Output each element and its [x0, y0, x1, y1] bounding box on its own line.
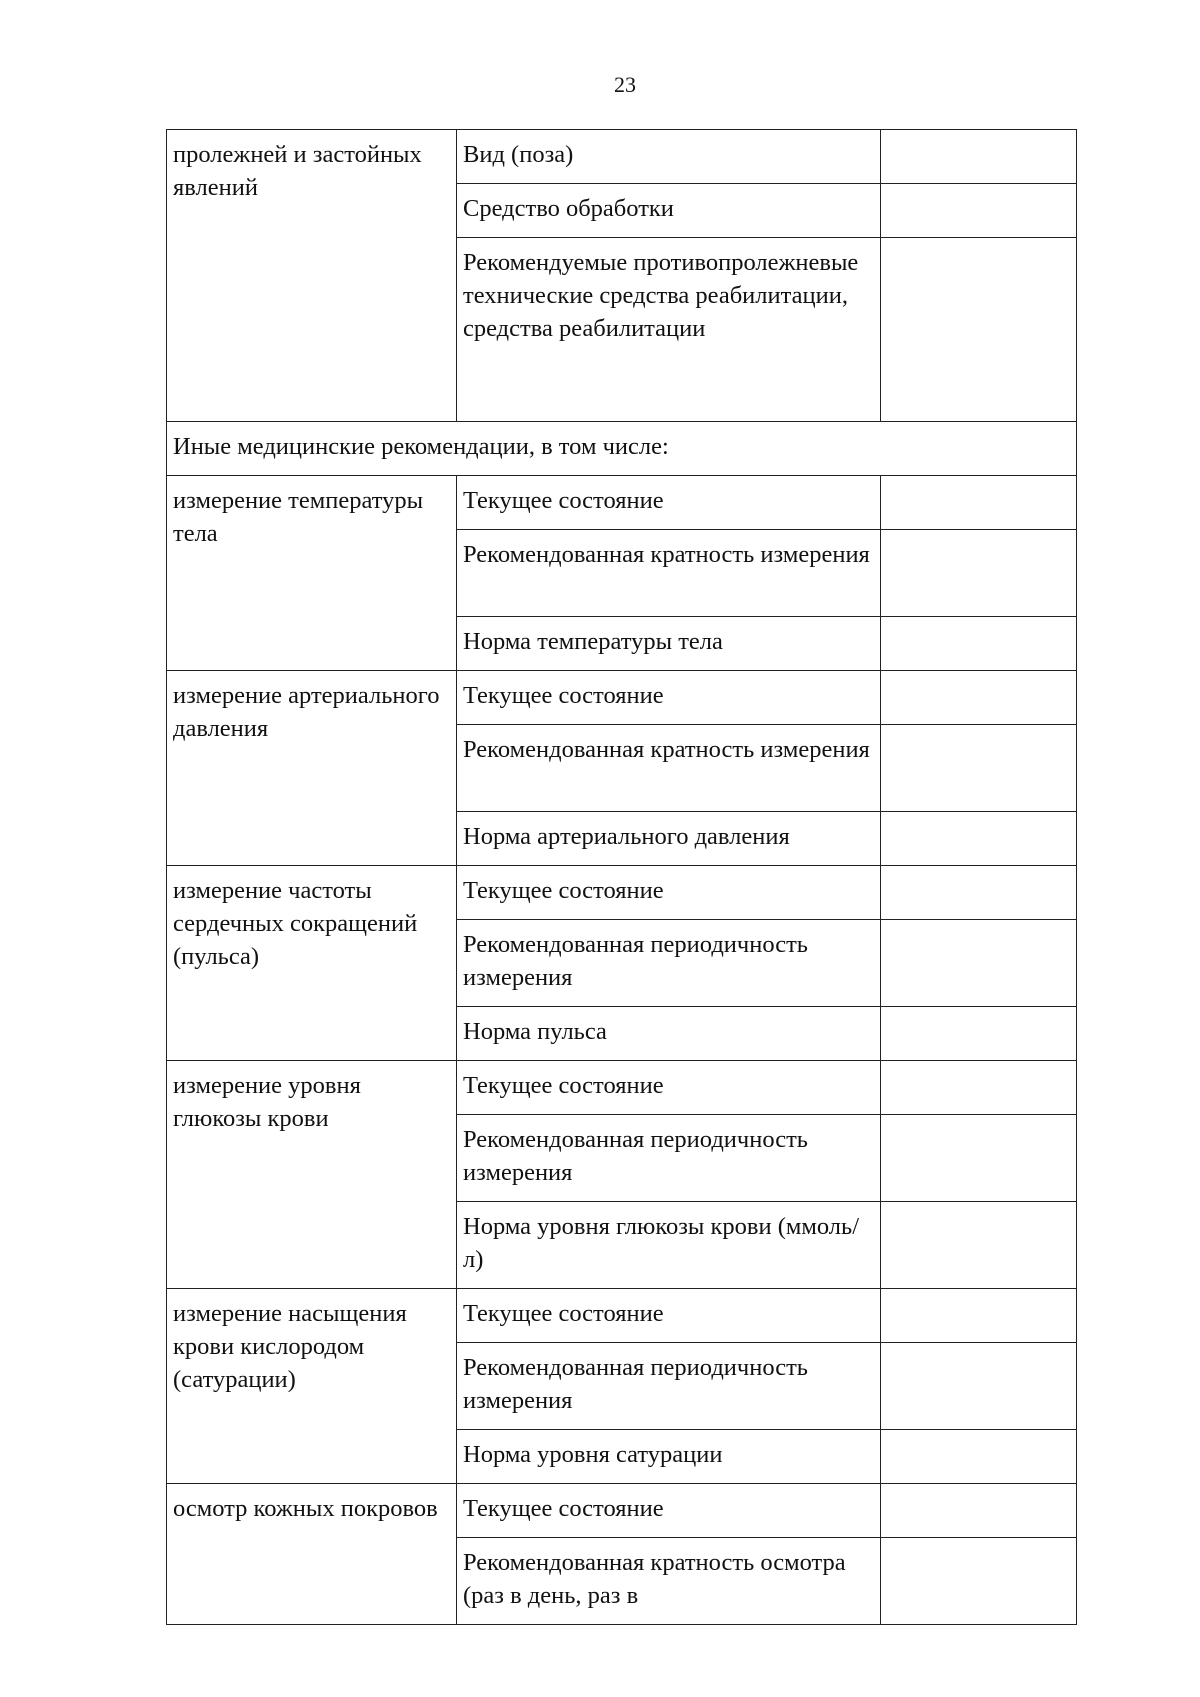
value-cell[interactable]: [881, 1484, 1077, 1538]
table-row: [167, 866, 1077, 920]
param-label: Текущее состояние: [457, 1484, 881, 1538]
param-label: Норма уровня сатурации: [457, 1430, 881, 1484]
value-cell[interactable]: [881, 184, 1077, 238]
value-cell[interactable]: [881, 1007, 1077, 1061]
param-label: Рекомендованная кратность измерения: [457, 530, 881, 617]
value-cell[interactable]: [881, 617, 1077, 671]
table-row: [167, 1484, 1077, 1538]
group-label: измерение частоты сердечных сокращений (пульса): [167, 866, 457, 1061]
group-label: осмотр кожных покровов: [167, 1484, 457, 1625]
param-label: Текущее состояние: [457, 1289, 881, 1343]
param-label: Рекомендованная периодичность измерения: [457, 1115, 881, 1202]
value-cell[interactable]: [881, 1430, 1077, 1484]
value-cell[interactable]: [881, 1115, 1077, 1202]
param-label: Средство обработки: [457, 184, 881, 238]
group-label: измерение насыщения крови кислородом (сатурации): [167, 1289, 457, 1484]
value-cell[interactable]: [881, 238, 1077, 422]
value-cell[interactable]: [881, 1061, 1077, 1115]
param-label: Норма пульса: [457, 1007, 881, 1061]
param-label: Текущее состояние: [457, 671, 881, 725]
value-cell[interactable]: [881, 920, 1077, 1007]
param-label: Рекомендованная кратность осмотра (раз в день, раз в: [457, 1538, 881, 1625]
param-label: Рекомендуемые противопролежневые технические средства реабилитации, средства реабилитации: [457, 238, 881, 422]
value-cell[interactable]: [881, 725, 1077, 812]
value-cell[interactable]: [881, 476, 1077, 530]
section-heading: Иные медицинские рекомендации, в том числе:: [167, 422, 1077, 476]
param-label: Рекомендованная периодичность измерения: [457, 1343, 881, 1430]
table-row: [167, 476, 1077, 530]
param-label: Текущее состояние: [457, 476, 881, 530]
param-label: Рекомендованная кратность измерения: [457, 725, 881, 812]
param-label: Норма температуры тела: [457, 617, 881, 671]
value-cell[interactable]: [881, 671, 1077, 725]
value-cell[interactable]: [881, 530, 1077, 617]
recommendations-table: [166, 129, 1077, 1625]
value-cell[interactable]: [881, 1343, 1077, 1430]
value-cell[interactable]: [881, 866, 1077, 920]
value-cell[interactable]: [881, 812, 1077, 866]
table-row: [167, 1289, 1077, 1343]
group-label: пролежней и застойных явлений: [167, 130, 457, 422]
table-row: [167, 130, 1077, 184]
param-label: Рекомендованная периодичность измерения: [457, 920, 881, 1007]
param-label: Текущее состояние: [457, 1061, 881, 1115]
param-label: Норма уровня глюкозы крови (ммоль/л): [457, 1202, 881, 1289]
table-row: [167, 422, 1077, 476]
group-label: измерение температуры тела: [167, 476, 457, 671]
value-cell[interactable]: [881, 1289, 1077, 1343]
param-label: Вид (поза): [457, 130, 881, 184]
group-label: измерение артериального давления: [167, 671, 457, 866]
value-cell[interactable]: [881, 1202, 1077, 1289]
value-cell[interactable]: [881, 1538, 1077, 1625]
table-row: [167, 671, 1077, 725]
value-cell[interactable]: [881, 130, 1077, 184]
page-number: 23: [614, 72, 636, 97]
param-label: Норма артериального давления: [457, 812, 881, 866]
group-label: измерение уровня глюкозы крови: [167, 1061, 457, 1289]
param-label: Текущее состояние: [457, 866, 881, 920]
table-row: [167, 1061, 1077, 1115]
